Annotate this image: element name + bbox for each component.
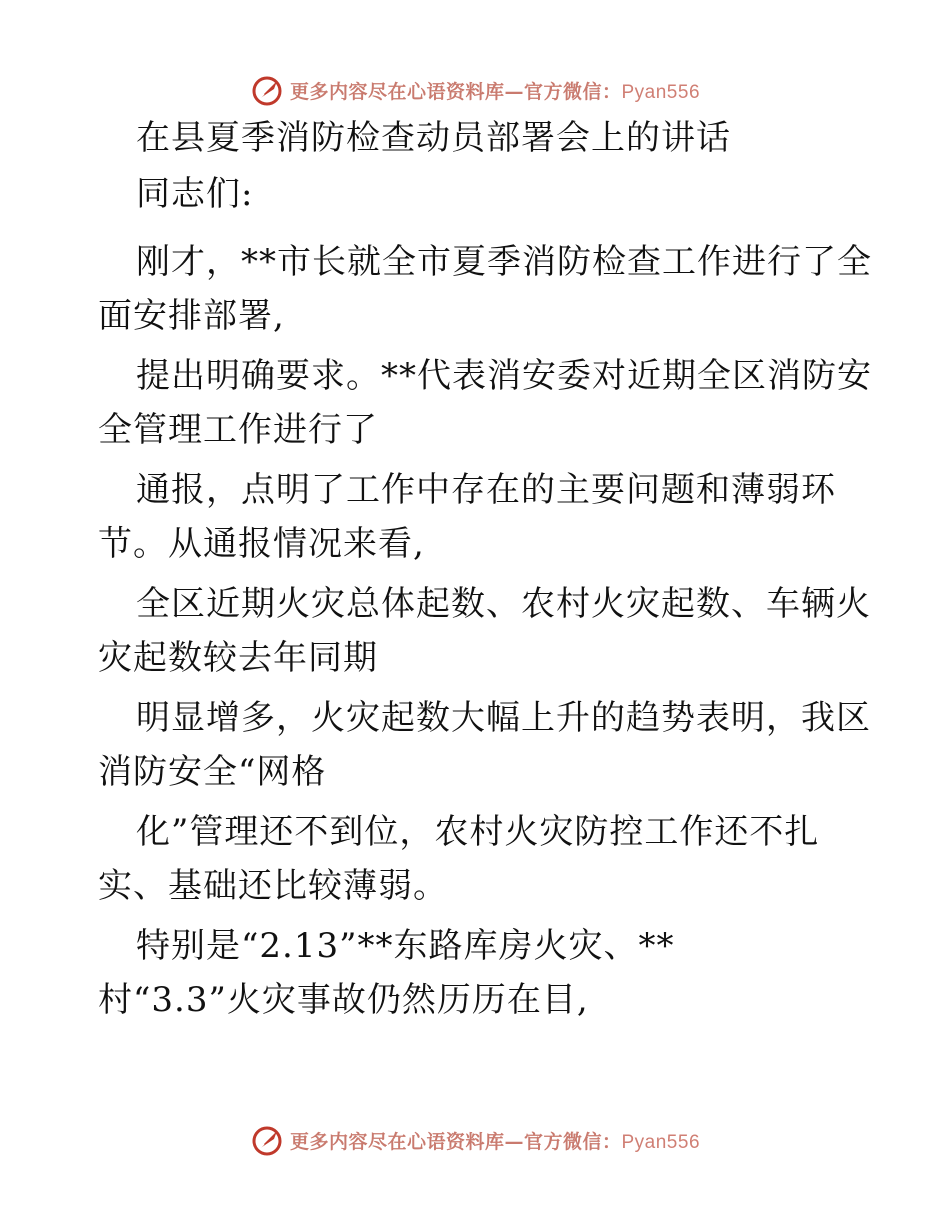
paragraph-line: 明显增多，火灾起数大幅上升的趋势表明，我区 bbox=[136, 698, 871, 738]
paragraph-line: 提出明确要求。**代表消安委对近期全区消防安 bbox=[136, 356, 872, 396]
header-banner bbox=[0, 70, 950, 110]
paragraph-line: 特别是“2.13”**东路库房火灾、** bbox=[136, 926, 675, 966]
document-title: 在县夏季消防检查动员部署会上的讲话 bbox=[136, 118, 731, 158]
paragraph-line: 化”管理还不到位，农村火灾防控工作还不扎 bbox=[136, 812, 820, 852]
quill-logo-icon bbox=[250, 1123, 284, 1157]
paragraph-line: 刚才，**市长就全市夏季消防检查工作进行了全 bbox=[136, 242, 872, 282]
banner-text bbox=[290, 77, 700, 104]
quill-logo-icon bbox=[250, 73, 284, 107]
paragraph-line: 面安排部署, bbox=[98, 296, 285, 336]
banner-text-cn: 更多内容尽在心语资料库—官方微信： bbox=[289, 1130, 622, 1153]
salutation: 同志们: bbox=[136, 174, 254, 214]
banner-wechat-id: Pyan556 bbox=[621, 1131, 701, 1153]
paragraph-line: 灾起数较去年同期 bbox=[98, 638, 378, 678]
paragraph-line: 节。从通报情况来看, bbox=[98, 524, 425, 564]
paragraph-line: 消防安全“网格 bbox=[98, 752, 327, 792]
banner-wechat-id: Pyan556 bbox=[621, 81, 701, 103]
banner-text bbox=[290, 1127, 700, 1154]
paragraph-line: 全管理工作进行了 bbox=[98, 410, 378, 450]
footer-banner bbox=[0, 1120, 950, 1160]
banner-text-cn: 更多内容尽在心语资料库—官方微信： bbox=[289, 80, 622, 103]
paragraph-line: 全区近期火灾总体起数、农村火灾起数、车辆火 bbox=[136, 584, 871, 624]
paragraph-line: 实、基础还比较薄弱。 bbox=[98, 866, 448, 906]
paragraph-line: 通报，点明了工作中存在的主要问题和薄弱环 bbox=[136, 470, 836, 510]
paragraph-line: 村“3.3”火灾事故仍然历历在目, bbox=[98, 980, 589, 1020]
document-body bbox=[98, 118, 872, 1020]
